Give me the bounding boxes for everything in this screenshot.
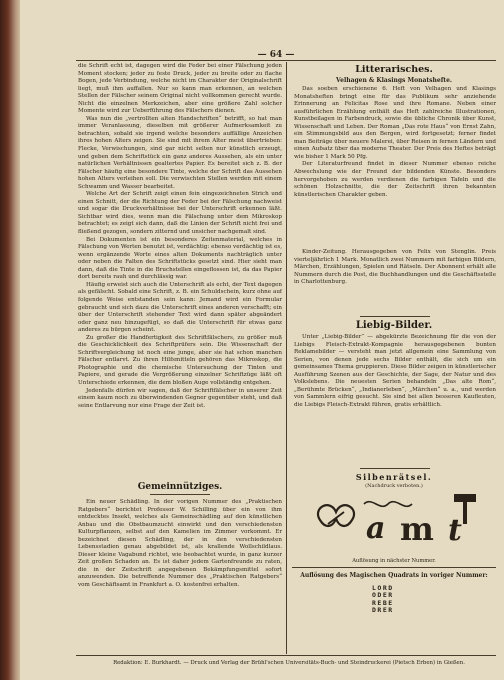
letter-a-glyph — [366, 511, 385, 546]
section-rule — [292, 567, 496, 568]
page-number: — 64 — — [257, 50, 295, 60]
book-spine — [0, 0, 20, 680]
section-rule — [360, 468, 430, 469]
heading-underline — [150, 494, 210, 495]
paragraph: Das soeben erschienene 6. Heft von Velhagen und Klasings Monatsheften bringt eine für das Publikum sehr anziehende Erinnerung an Felicitas Rose und ihre Romane. Neben einer ausführlichen Erzählung enthält das Heft zahlreiche Illustrationen, Kunstbeilagen in Farbendruck, sowie die übliche Chronik über Kunst, Wissenschaft und Leben. Der Roman „Das rote Haus“ von Ernst Zahn, ein Stimmungsbild aus den Bergen, wird fortgesetzt; ferner findet man Beiträge über neuere Malerei, über Reisen in fernen Ländern und einen Aufsatz über das moderne Theater. Der Preis des Heftes beträgt wie bisher 1 Mark 50 Pfg. — [294, 86, 496, 160]
magic-square-row: DRER — [372, 606, 394, 615]
subheading: Velhagen & Klasings Monatshefte. — [336, 77, 452, 84]
paragraph: Welche Art der Schrift zeigt einen fein eingezeichneten Strich und einen Schnitt, der die Richtung der Feder bei der Fälschung nachweist und sogar die Druckverhältnisse bei der Unterschrift erkennen läßt. Sichtbar wird dies, wenn man die Fälschung unter dem Mikroskop betrachtet; es zeigt sich dann, daß die Linien der Schrift nicht frei und fließend gezogen, sondern zitternd und unsicher nachgemalt sind. — [78, 191, 282, 236]
column-divider — [286, 62, 287, 654]
notice-text — [294, 249, 496, 311]
right-column-text — [294, 86, 496, 246]
svg-text:t: t — [448, 513, 462, 548]
left-column-text-2 — [78, 499, 282, 649]
paragraph: Bei Dokumenten ist ein besonderes Zeitenmaterial, welches in Fälschung von Werten benutzt ist, verdächtig: ebenso verdächtig ist es, wenn ergänzende Worte eines alten Dokuments nachträglich unter oder neben die Falten des Schriftstücks gesetzt sind. Hier sieht man dann, daß die Tinte in die Bruchstellen eingeflossen ist, da das Papier dort bereits rauh und durchlässig war. — [78, 236, 282, 281]
magic-square-row: ODER — [372, 591, 394, 600]
section-rule — [360, 316, 430, 317]
paragraph: Kinder-Zeitung. Herausgegeben von Felix von Stenglin. Preis vierteljährlich 1 Mark. Monatlich zwei Nummern mit farbigen Bildern, Märchen, Erzählungen, Spielen und Rätseln. Der Abonnent erhält alle Nummern durch die Post, die Buchhandlungen und die Geschäftsstelle in Charlottenburg. — [294, 249, 496, 286]
right-column-text-2 — [294, 334, 496, 464]
paragraph: Unter „Liebig-Bilder“ — abgekürzte Bezeichnung für die von der Liebigs Fleisch-Extrakt-Kompagnie herausgegebenen bunten Reklamebilder — versteht man jetzt allgemein eine Sammlung von Serien, von denen jede sechs Bilder enthält, die sich um ein gemeinsames Thema gruppieren. Diese Bilder zeigen in künstlerischer Ausführung Szenen aus der Geschichte, der Sage, der Natur und des Volkslebens. Die neuesten Serien behandeln „Das alte Rom“, „Berühmte Brücken“, „Indianerleben“, „Märchen“ u. a., und werden von Sammlern eifrig gesucht. Sie sind bei allen besseren Kaufleuten, die Liebigs Fleisch-Extrakt führen, gratis erhältlich. — [294, 334, 496, 408]
pretzel-icon — [318, 505, 354, 526]
paragraph: Ein neuer Schädling. In der vorigen Nummer des „Praktischen Ratgebers“ berichtet Professor W. Schilling über ein von ihm entdecktes Insekt, welches als Gemeinschädling auf den künstlichen Anbau und die Obstbaumzucht einwirkt und den verschiedensten Kulturpflanzen, selbst auf den Kamelien im Zimmer vorkommt. Er bezeichnet diesen Schädling, der in den verschiedensten Lebensstadien genau abgebildet ist, als krallende Wollschildlaus. Dieser kleine Vagabund richtet, wie beobachtet wurde, in ganz kurzer Zeit großen Schaden an. Es ist daher jedem Gartenfreunde zu raten, die in der Zeitschrift angegebenen Bekämpfungsmittel sofort anzuwenden. Die betreffende Nummer des „Praktischen Ratgebers“ vom Geschäftsamt in Frankfurt a. O. kostenfrei erhalten. — [78, 499, 282, 589]
rebus-title: Silbenrätsel. — [355, 472, 433, 482]
wavy-line-icon — [364, 502, 412, 507]
solution-title: Auflösung des Magischen Quadrats in voriger Nummer: — [300, 572, 488, 579]
page — [20, 0, 504, 680]
footer-rule — [76, 655, 496, 656]
letter-m-glyph — [400, 510, 434, 548]
letter-t-glyph — [448, 513, 462, 548]
footer-imprint: Redaktion: E. Burkhardt. — Druck und Verlag der Brühl'schen Universitäts-Buch- und Steindruckerei (Pietsch Erben) in Gießen. — [113, 660, 465, 666]
paragraph: Zu großer die Handfertigkeit des Schriftfälschers, zu größer muß die Geschicklichkeit des Schriftprüfers sein. Die Wissenschaft der Schriftvergleichung ist noch eine junge, aber sie hat schon manchen Fälscher entlarvt. Zu ihren Hilfsmitteln gehören das Mikroskop, die Photographie und die chemische Untersuchung der Tinten und Papiere, und gerade die Vergrößerung einzelner Schriftzüge läßt oft Unterschiede erkennen, die dem bloßen Auge vollständig entgehen. — [78, 334, 282, 386]
rebus-note: (Nachdruck verboten.) — [365, 483, 423, 489]
section-heading: Litterarisches. — [355, 64, 433, 75]
header-rule — [76, 60, 496, 61]
rebus-illustration — [308, 490, 490, 558]
magic-square-row: LORD — [372, 584, 394, 592]
section-heading: Gemeinnütziges. — [137, 482, 223, 492]
paragraph: die Schrift echt ist, dagegen wird die Feder bei einer Fälschung jeden Moment stocken; jeder zu feste Druck, jeder zu breite oder zu flache Bogen, jede Verbindung, welche nicht im Charakter der Originalschrift liegt, muß ihm auffallen. Nur so kann man erkennen, an welchen Stellen der Fälscher seinem Original nicht vollkommen gerecht wurde. Nicht die einzelnen Merkzeichen, aber eine größere Zahl solcher Momente wird zur Ueberführung des Fälschers dienen. — [78, 63, 282, 115]
section-heading: Liebig-Bilder. — [355, 320, 433, 331]
rebus-caption: Auflösung in nächster Nummer. — [352, 558, 436, 564]
left-column-text — [78, 63, 282, 478]
paragraph: Jedenfalls dürfen wir sagen, daß der Schriftfälscher in unserer Zeit einem kaum noch zu überwindenden Gegner gegenüber steht, und daß seine Entlarvung nur eine Frage der Zeit ist. — [78, 387, 282, 409]
svg-text:a: a — [366, 511, 386, 546]
paragraph: Der Literaturfreund findet in dieser Nummer ebenso reiche Abwechslung wie der Freund der bildenden Künste. Besonders hervorgehoben zu werden verdienen die farbigen Tafeln und die schönen Holzschnitte, die der Zeitschrift ihren bekannten künstlerischen Charakter geben. — [294, 161, 496, 198]
magic-square — [372, 585, 394, 615]
paragraph: Was nun die „vertrollten alten Handschriften“ betrifft, so hat man immer Veranlassung, dieselben mit größerer Aufmerksamkeit zu betrachten, sobald sie irgend welche besonders auffällige Anzeichen ihres hohen Alters zeigen. Sie sind mit ihrem Alter meist übertrieben: Flecke, Verwischungen, sind gar nicht selten nur künstlich erzeugt, und geben dem Schriftstück ein ganz anderes Aussehen, als ein unter natürlichen Verhältnissen gealtertes Papier. Es bereitet sich z. B. der Fälscher häufig eine besondere Tinte, welche der Schrift das Aussehen hohen Alters verleihen soll. Die verwischten Stellen werden mit einem Schwamm und Wasser bearbeitet. — [78, 115, 282, 190]
magic-square-row: REBE — [372, 598, 394, 607]
svg-text:m: m — [400, 510, 434, 548]
paragraph: Häufig erweist sich auch die Unterschrift als echt, der Text dagegen als gefälscht. Sobald eine Schrift, z. B. ein Schuldschein, kurz ohne auf folgende Weise entstanden sein kann: Jemand wird ein Formular gebraucht und sich dazu die Unterschrift eines anderen verschafft; ein über der Unterschrift stehender Text wird dann später abgeändert oder ganz neu hinzugefügt, so daß die Unterschrift für etwas ganz anderes zu bürgen scheint. — [78, 281, 282, 334]
